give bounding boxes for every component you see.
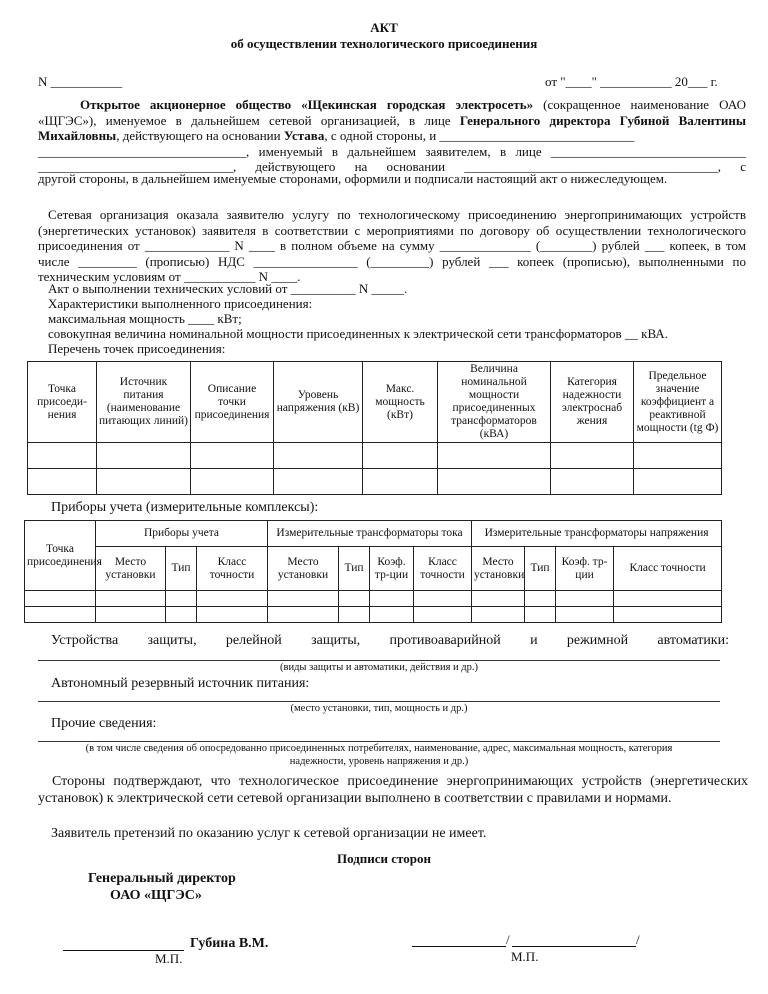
protection-fill-line[interactable] — [38, 660, 720, 661]
col-voltage-level: Уровень напряжения (кВ) — [274, 362, 363, 443]
table-cell[interactable] — [28, 469, 97, 495]
table-cell[interactable] — [472, 591, 525, 607]
right-slash-1: / — [506, 932, 510, 947]
table-cell[interactable] — [634, 443, 722, 469]
table-row — [28, 443, 722, 469]
backup-title: Автономный резервный источник питания: — [51, 676, 310, 691]
table-cell[interactable] — [472, 607, 525, 623]
table-cell[interactable] — [339, 591, 370, 607]
table-cell[interactable] — [438, 469, 551, 495]
table-cell[interactable] — [414, 591, 472, 607]
group-meters: Приборы учета — [96, 521, 268, 547]
col-type: Тип — [339, 547, 370, 591]
right-signature-line[interactable] — [412, 946, 506, 947]
tech-conditions-act: Акт о выполнении технических условий от __________ N _____. — [48, 281, 408, 296]
other-title: Прочие сведения: — [51, 716, 157, 731]
col-type: Тип — [525, 547, 556, 591]
table2-header-row — [25, 547, 722, 591]
table-cell[interactable] — [25, 591, 96, 607]
intro-text-1: (сокращенное наименование ОАО «ЩГЭС»), именуемое в дальнейшем сетевой организацией, в лице — [38, 97, 746, 128]
group-voltage-transformers: Измерительные трансформаторы напряжения — [472, 521, 722, 547]
left-stamp-label: М.П. — [155, 951, 183, 966]
table-cell[interactable] — [370, 591, 414, 607]
col-reactive-power-coef: Предельное значение коэффициент а реактивной мощности (tg Ф) — [634, 362, 722, 443]
intro-line-3: ______________________________, действующего на основании _______________________________________, с — [38, 159, 746, 174]
table-cell[interactable] — [96, 607, 166, 623]
col-reliability-category: Категория надежности электроснаб жения — [551, 362, 634, 443]
col-ratio: Коэф. тр-ции — [556, 547, 614, 591]
total-power: совокупная величина номинальной мощности присоединенных к электрической сети трансформаторов __ кВА. — [48, 326, 668, 341]
org-name: Открытое акционерное общество «Щекинская городская электросеть» — [80, 97, 534, 112]
col-point-description: Описание точки присоединения — [191, 362, 274, 443]
characteristics-title: Характеристики выполненного присоединения: — [48, 296, 313, 311]
table-cell[interactable] — [197, 607, 268, 623]
table-cell[interactable] — [268, 591, 339, 607]
protection-caption: (виды защиты и автоматики, действия и др.) — [280, 662, 478, 673]
act-number: N ___________ — [38, 74, 123, 89]
col-accuracy: Класс точности — [414, 547, 472, 591]
basis-document: Устава — [283, 128, 325, 144]
table-cell[interactable] — [166, 591, 197, 607]
backup-caption: (место установки, тип, мощность и др.) — [290, 703, 468, 714]
intro-text-2: , действующего на основании — [116, 128, 284, 144]
other-caption-1: (в том числе сведения об опосредованно присоединенных потребителях, наименование, адрес, максимальная мощность, категория — [85, 743, 673, 754]
table-cell[interactable] — [97, 469, 191, 495]
intro-paragraph — [38, 97, 746, 144]
no-claims-statement: Заявитель претензий по оказанию услуг к сетевой организации не имеет. — [51, 826, 487, 841]
table-cell[interactable] — [97, 443, 191, 469]
table-cell[interactable] — [525, 607, 556, 623]
table-cell[interactable] — [438, 443, 551, 469]
right-stamp-label: М.П. — [511, 949, 539, 964]
table-cell[interactable] — [274, 469, 363, 495]
table-cell[interactable] — [614, 591, 722, 607]
table-cell[interactable] — [339, 607, 370, 623]
col-max-power: Макс. мощность (кВт) — [363, 362, 438, 443]
col-ratio: Коэф. тр-ции — [370, 547, 414, 591]
table-cell[interactable] — [274, 443, 363, 469]
points-title: Перечень точек присоединения: — [48, 341, 226, 356]
right-name-line[interactable] — [512, 946, 636, 947]
connection-points-table — [27, 361, 722, 495]
table-cell[interactable] — [556, 591, 614, 607]
table-cell[interactable] — [197, 591, 268, 607]
left-signatory-org: ОАО «ЩГЭС» — [110, 888, 202, 903]
intro-line-4: другой стороны, в дальнейшем именуемые сторонами, оформили и подписали настоящий акт о нижеследующем. — [38, 171, 668, 186]
backup-fill-line[interactable] — [38, 701, 720, 702]
group-current-transformers: Измерительные трансформаторы тока — [268, 521, 472, 547]
table-cell[interactable] — [614, 607, 722, 623]
metering-table — [24, 520, 722, 623]
act-date: от "____" ___________ 20___ г. — [545, 74, 718, 89]
table2-group-row — [25, 521, 722, 547]
table-cell[interactable] — [191, 443, 274, 469]
protection-title: Устройства защиты, релейной защиты, противоаварийной и режимной автоматики: — [51, 633, 729, 648]
director-position: Генерального директора Губиной Валентины Михайловны — [38, 112, 746, 144]
table-cell[interactable] — [191, 469, 274, 495]
table-cell[interactable] — [28, 443, 97, 469]
left-signatory-name: Губина В.М. — [190, 936, 269, 951]
other-caption-2: надежности, уровень напряжения и др.) — [289, 756, 469, 767]
table-cell[interactable] — [25, 607, 96, 623]
table-cell[interactable] — [268, 607, 339, 623]
table1-header-row — [28, 362, 722, 443]
meters-title: Приборы учета (измерительные комплексы): — [51, 500, 319, 515]
col-point: Точка присоединения — [25, 521, 96, 591]
table-cell[interactable] — [551, 443, 634, 469]
table-cell[interactable] — [551, 469, 634, 495]
col-location: Место установки — [472, 547, 525, 591]
max-power: максимальная мощность ____ кВт; — [48, 311, 242, 326]
col-accuracy: Класс точности — [197, 547, 268, 591]
table-cell[interactable] — [363, 469, 438, 495]
table-cell[interactable] — [414, 607, 472, 623]
table-cell[interactable] — [556, 607, 614, 623]
col-transformer-power: Величина номинальной мощности присоединенных трансформаторов (кВА) — [438, 362, 551, 443]
table-cell[interactable] — [370, 607, 414, 623]
table-row — [28, 469, 722, 495]
intro-line-2: ________________________________, именуемый в дальнейшем заявителем, в лице ______________________________ — [38, 144, 746, 159]
other-fill-line[interactable] — [38, 741, 720, 742]
document-title: АКТ — [370, 20, 398, 35]
confirmation-paragraph: Стороны подтверждают, что технологическое присоединение энергопринимающих устройств (энергетических установок) к электрической сети сетевой организации выполнено в соответствии с правилами и нормами. — [38, 774, 748, 806]
table-cell[interactable] — [96, 591, 166, 607]
col-type: Тип — [166, 547, 197, 591]
intro-text-3: , с одной стороны, и ______________________________ — [324, 128, 635, 144]
left-signatory-title: Генеральный директор — [88, 871, 236, 886]
document-subtitle: об осуществлении технологического присоединения — [230, 36, 538, 51]
signatures-title: Подписи сторон — [336, 851, 431, 866]
col-accuracy: Класс точности — [614, 547, 722, 591]
table-row — [25, 607, 722, 623]
col-location: Место установки — [96, 547, 166, 591]
col-power-source: Источник питания (наименование питающих линий) — [97, 362, 191, 443]
col-location: Место установки — [268, 547, 339, 591]
table-cell[interactable] — [363, 443, 438, 469]
right-slash-2: / — [636, 932, 640, 947]
table-cell[interactable] — [166, 607, 197, 623]
col-connection-point: Точка присоеди-нения — [28, 362, 97, 443]
table-cell[interactable] — [525, 591, 556, 607]
table-cell[interactable] — [634, 469, 722, 495]
service-paragraph: Сетевая организация оказала заявителю услугу по технологическому присоединению энергопринимающих устройств (энергетических установок) заявителя в соответствии с мероприятиями по договору об осуществлении технологического присоединения от _____________ N ____ в полном объеме на сумму ______________ (________) рублей ___ копеек, в том числе _________ (прописью) НДС ________________ (_________) рублей ___ копеек (прописью), выполненными по техническим условиям от ___________ N ____. — [38, 207, 746, 285]
table-row — [25, 591, 722, 607]
